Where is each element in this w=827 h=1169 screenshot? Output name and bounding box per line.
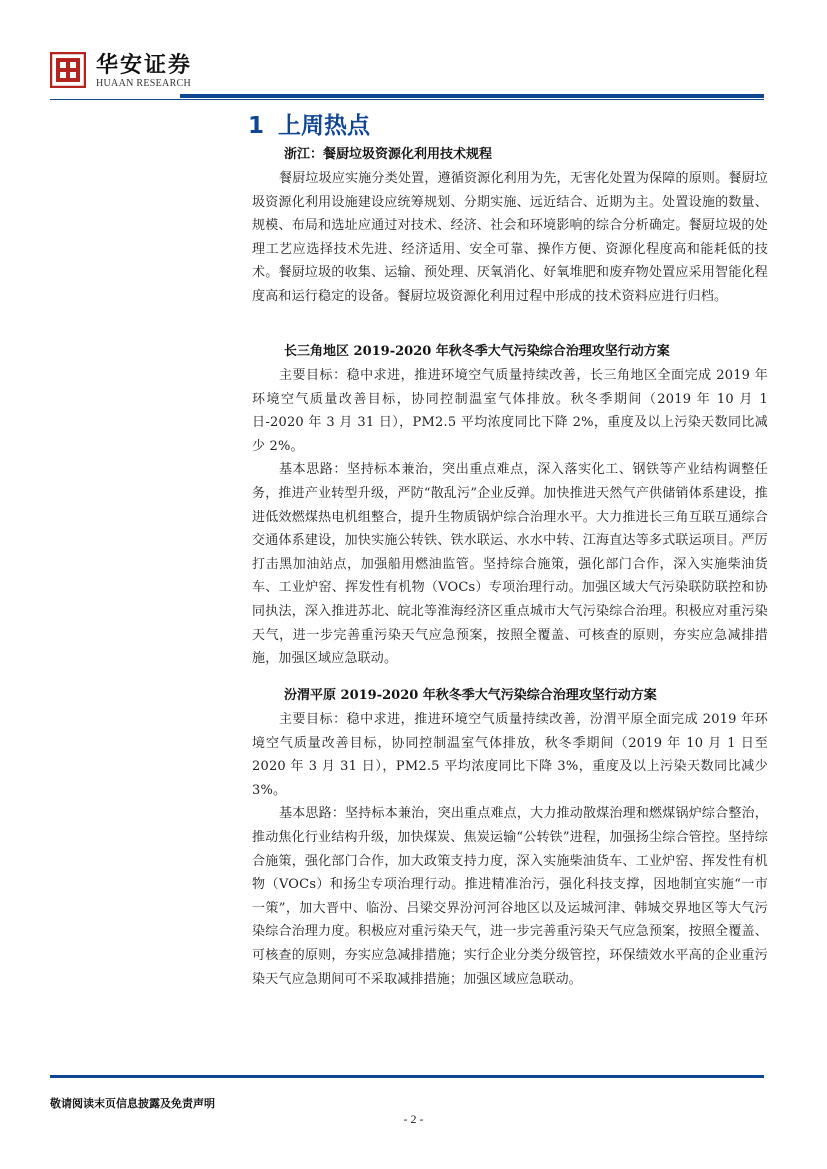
page-number: - 2 - [403,1112,424,1126]
section-title [248,107,370,140]
page-header [0,0,827,110]
disclaimer-note: 敬请阅读末页信息披露及免责声明 [50,1097,215,1110]
block-heading: 汾渭平原 2019-2020 年秋冬季大气污染综合治理攻坚行动方案 [284,688,657,703]
section-number: 1 [248,113,265,139]
brand-name-cn: 华安证券 [96,52,193,78]
block-paragraph: 主要目标：稳中求进，推进环境空气质量持续改善，汾渭平原全面完成 2019 年环境空气质量改善目标，协同控制温室气体排放，秋冬季期间（2019 年 10 月 1 日至 2020 年 3 月 31 日），PM2.5 平均浓度同比下降 3%，重度及以上污染天数同比减少 3%。 [252,712,768,798]
huaan-logo-icon [50,52,86,88]
block-heading: 长三角地区 2019-2020 年秋冬季大气污染综合治理攻坚行动方案 [284,344,670,359]
news-block-zhejiang [252,143,768,309]
block-paragraph: 基本思路：坚持标本兼治，突出重点难点，大力推动散煤治理和燃煤锅炉综合整治，推动焦化行业结构升级，加快煤炭、焦炭运输“公转铁”进程，加强扬尘综合管控。坚持综合施策，强化部门合作，加大政策支持力度，深入实施柴油货车、工业炉窑、挥发性有机物（VOCs）和扬尘专项治理行动。推进精准治污，强化科技支撑，因地制宜实施“一市一策”，加大晋中、临汾、吕梁交界汾河河谷地区以及运城河津、韩城交界地区等大气污染综合治理力度。积极应对重污染天气，进一步完善重污染天气应急预案，按照全覆盖、可核查的原则，夯实应急减排措施；实行企业分类分级管控，环保绩效水平高的企业重污染天气应急期间可不采取减排措施；加强区域应急联动。 [252,806,768,987]
news-block-yangtze-delta [252,340,768,671]
block-paragraph: 基本思路：坚持标本兼治，突出重点难点，深入落实化工、钢铁等产业结构调整任务，推进产业转型升级，严防“散乱污”企业反弹。加快推进天然气产供储销体系建设，推进低效燃煤热电机组整合，提升生物质锅炉综合治理水平。大力推进长三角互联互通综合交通体系建设，加快实施公转铁、铁水联运、水水中转、江海直达等多式联运项目。严厉打击黑加油站点，加强船用燃油监管。坚持综合施策，强化部门合作，深入实施柴油货车、工业炉窑、挥发性有机物（VOCs）专项治理行动。加强区域大气污染联防联控和协同执法，深入推进苏北、皖北等淮海经济区重点城市大气污染综合治理。积极应对重污染天气，进一步完善重污染天气应急预案，按照全覆盖、可核查的原则，夯实应急减排措施，加强区域应急联动。 [252,462,768,667]
block-heading: 浙江：餐厨垃圾资源化利用技术规程 [284,147,493,162]
header-divider-thin [50,99,764,100]
news-block-fenwei-plain [252,684,768,991]
block-paragraph: 餐厨垃圾应实施分类处置，遵循资源化利用为先，无害化处置为保障的原则。餐厨垃圾资源化利用设施建设应统筹规划、分期实施、远近结合、近期为主。处置设施的数量、规模、布局和选址应通过对技术、经济、社会和环境影响的综合分析确定。餐厨垃圾的处理工艺应选择技术先进、经济适用、安全可靠、操作方便、资源化程度高和能耗低的技术。餐厨垃圾的收集、运输、预处理、厌氧消化、好氧堆肥和废弃物处置应采用智能化程度高和运行稳定的设备。餐厨垃圾资源化利用过程中形成的技术资料应进行归档。 [252,171,768,304]
brand-name-en: HUAAN RESEARCH [96,78,192,89]
header-divider [180,94,764,98]
block-paragraph: 主要目标：稳中求进，推进环境空气质量持续改善，长三角地区全面完成 2019 年环境空气质量改善目标，协同控制温室气体排放。秋冬季期间（2019 年 10 月 1 日-2020 年 3 月 31 日），PM2.5 平均浓度同比下降 2%，重度及以上污染天数同比减少 2%。 [252,368,768,454]
footer-divider [50,1075,764,1078]
section-title-text: 上周热点 [278,113,371,139]
